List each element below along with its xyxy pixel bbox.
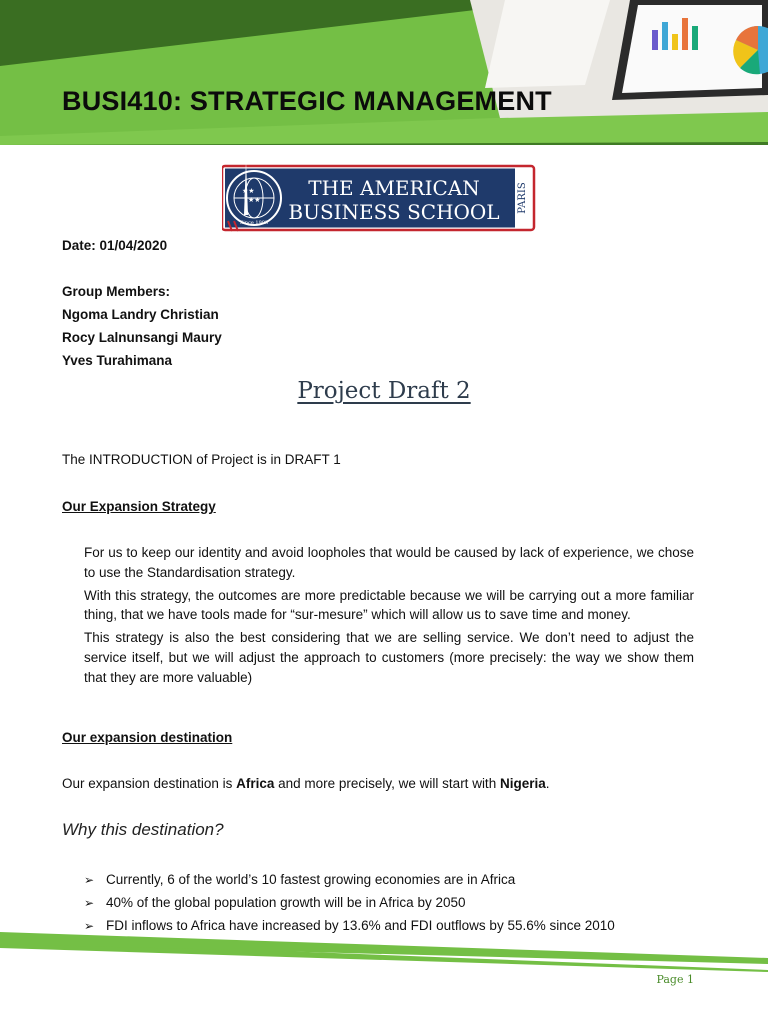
arrow-bullet-icon: ➢ (84, 873, 95, 887)
member-name: Yves Turahimana (62, 353, 173, 368)
svg-text:★★: ★★ (248, 197, 261, 204)
strategy-paragraph: With this strategy, the outcomes are more predictable because we will be carrying out a more familiar thing, that we have tools made for “sur-mesure” which will allow us to save time and money. (84, 587, 694, 623)
svg-text:Since 1993: Since 1993 (239, 220, 269, 226)
list-item: ➢ 40% of the global population growth will be in Africa by 2050 (84, 893, 615, 916)
member-name: Ngoma Landry Christian (62, 307, 219, 322)
page-number: Page 1 (656, 973, 694, 986)
continent-name: Africa (236, 776, 275, 791)
destination-text: Our expansion destination is Africa and more precisely, we will start with Nigeria. (62, 776, 550, 791)
strategy-paragraph: This strategy is also the best considering that we are selling service. We don’t need to adjust the service itself, but we will adjust the approach to customers (more precisely: the way we show them that they are more valuable) (84, 630, 694, 685)
logo-line-2: BUSINESS SCHOOL (288, 200, 500, 224)
strategy-body (84, 543, 694, 691)
group-members-label: Group Members: (62, 284, 171, 299)
why-heading: Why this destination? (62, 820, 224, 839)
list-item: ➢ FDI inflows to Africa have increased by 13.6% and FDI outflows by 55.6% since 2010 (84, 916, 615, 939)
arrow-bullet-icon: ➢ (84, 919, 95, 933)
strategy-heading: Our Expansion Strategy (62, 499, 216, 514)
destination-heading: Our expansion destination (62, 730, 233, 745)
course-title: BUSI410: STRATEGIC MANAGEMENT (62, 86, 552, 116)
list-item: ➢ Currently, 6 of the world’s 10 fastest growing economies are in Africa (84, 870, 615, 893)
footer-banner (0, 930, 768, 1024)
country-name: Nigeria (499, 776, 546, 791)
member-name: Rocy Lalnunsangi Maury (62, 330, 222, 345)
intro-text: The INTRODUCTION of Project is in DRAFT 1 (62, 452, 341, 467)
logo-line-1: THE AMERICAN (308, 176, 480, 200)
svg-text:★★: ★★ (242, 188, 255, 195)
header-banner (0, 0, 768, 145)
school-logo (222, 155, 536, 233)
svg-text:PARIS: PARIS (517, 182, 528, 214)
reasons-list (84, 870, 615, 939)
strategy-paragraph: For us to keep our identity and avoid loopholes that would be caused by lack of experience, we chose to use the Standardisation strategy. (84, 545, 694, 580)
document-title: Project Draft 2 (297, 378, 471, 404)
arrow-bullet-icon: ➢ (84, 896, 95, 910)
date-line: Date: 01/04/2020 (62, 238, 168, 253)
